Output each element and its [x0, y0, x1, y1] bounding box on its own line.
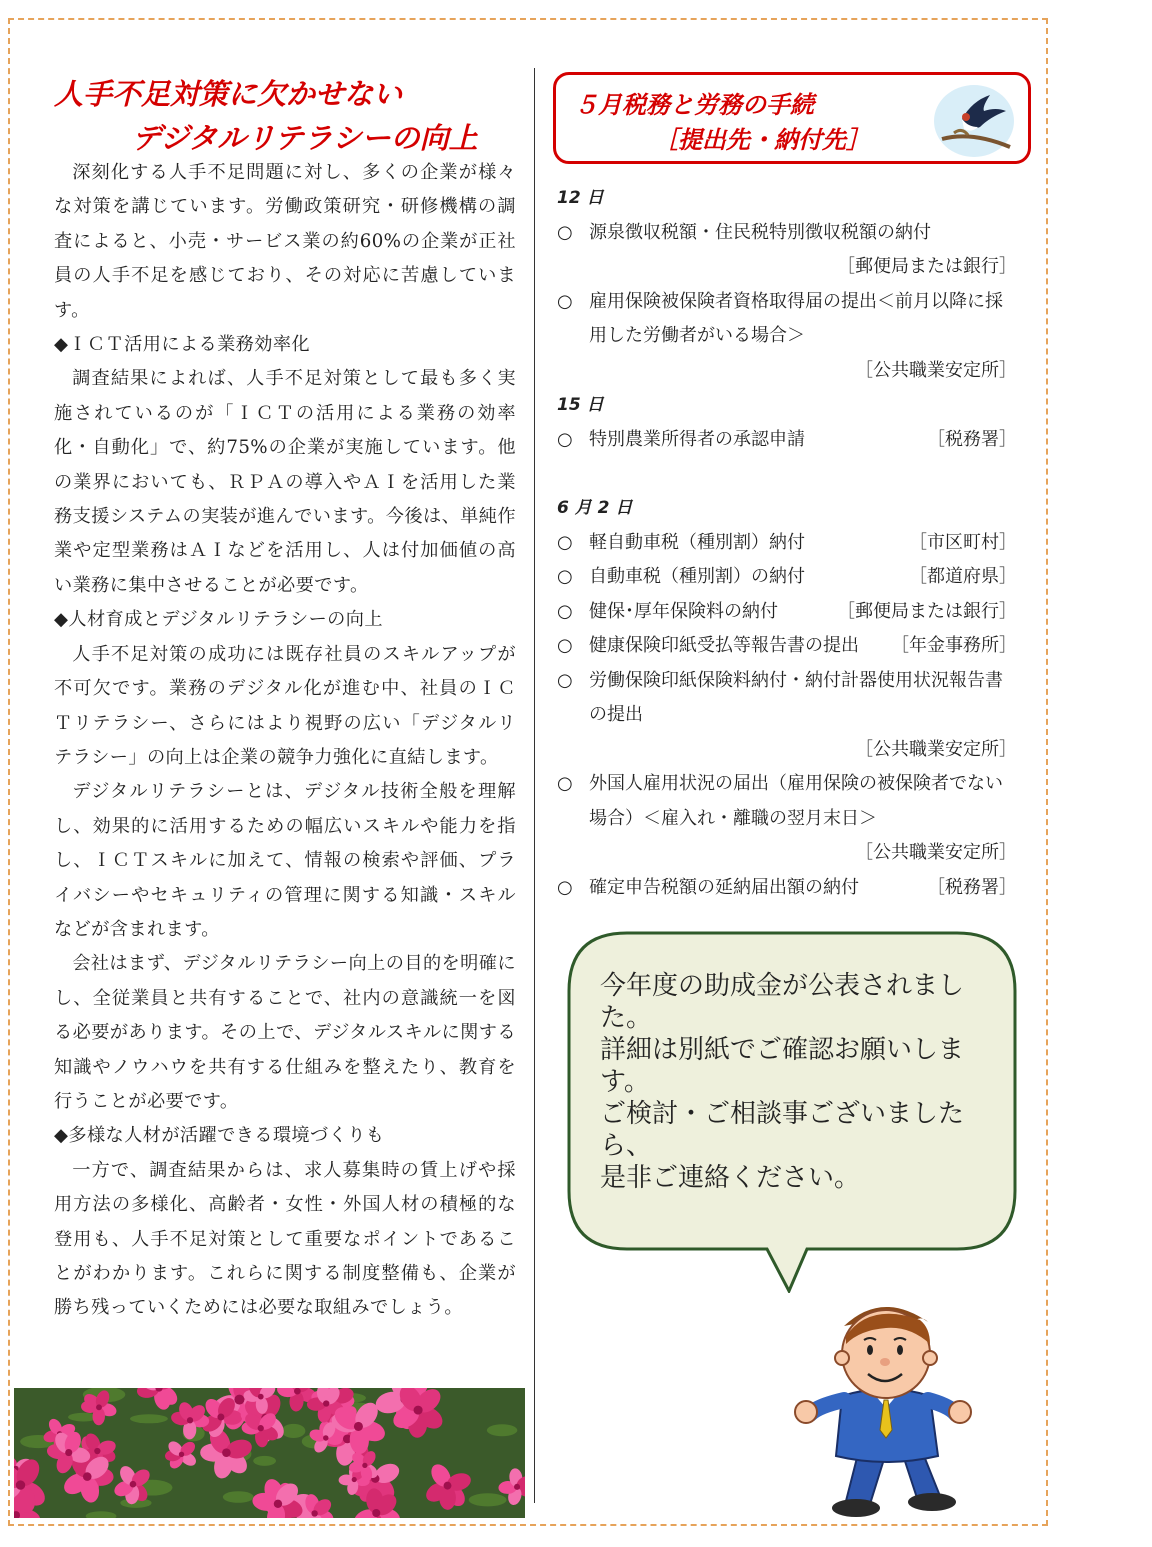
article-paragraph: 深刻化する人手不足問題に対し、多くの企業が様々な対策を講じています。労働政策研究・研修機構の調査によると、小売・サービス業の約60%の企業が正社員の人手不足を感じており、その対応に苦慮しています。 — [54, 162, 516, 321]
article-heading: ◆ＩＣＴ活用による業務効率化 — [54, 334, 311, 356]
azalea-photo — [14, 1388, 525, 1518]
schedule-item-text: 労働保険印紙保険料納付・納付計器使用状況報告書の提出 — [589, 669, 1003, 725]
circle-bullet-icon: ○ — [557, 773, 573, 794]
article-paragraph: 調査結果によれば、人手不足対策として最も多く実施されているのが「ＩＣＴの活用による業務の効率化・自動化」で、約75%の企業が実施しています。他の業界においても、ＲＰＡの導入やＡＩを活用した業務支援システムの実装が進んでいます。今後は、単純作業や定型業務はＡＩなどを活用し、人は付加価値の高い業務に集中させることが必要です。 — [54, 368, 516, 596]
schedule-item — [557, 664, 1017, 768]
schedule-item — [557, 871, 1017, 906]
circle-bullet-icon: ○ — [557, 635, 573, 656]
bubble-line: ご検討・ご相談事ございましたら、 — [600, 1099, 965, 1161]
article-title-line1: 人手不足対策に欠かせない — [54, 77, 403, 111]
circle-bullet-icon: ○ — [557, 600, 573, 622]
article-title-line2: デジタルリテラシーの向上 — [132, 121, 478, 155]
article-paragraph: 一方で、調査結果からは、求人募集時の賃上げや採用方法の多様化、高齢者・女性・外国人材の積極的な登用も、人手不足対策として重要なポイントであることがわかります。これらに関する制度整備も、企業が勝ち残っていくためには必要な取組みでしょう。 — [54, 1159, 516, 1319]
schedule-day-label: 6 月 2 日 — [557, 498, 633, 518]
schedule-item — [557, 423, 1017, 458]
schedule-subtitle: ［提出先・納付先］ — [654, 126, 870, 154]
schedule-item — [557, 560, 1017, 595]
schedule-header-box — [553, 72, 1031, 164]
circle-bullet-icon: ○ — [557, 669, 573, 691]
bubble-line: 詳細は別紙でご確認お願いします。 — [600, 1035, 965, 1097]
schedule-item-text: 外国人雇用状況の届出（雇用保険の被保険者でない場合）＜雇入れ・離職の翌月末日＞ — [589, 773, 1003, 829]
schedule-item-destination: ［市区町村］ — [909, 531, 1017, 553]
schedule-item — [557, 216, 1017, 285]
schedule-item-text: 健保･厚年保険料の納付 — [589, 600, 778, 622]
schedule-day-label: 15 日 — [557, 395, 604, 415]
article-paragraph: デジタルリテラシーとは、デジタル技術全般を理解し、効果的に活用するための幅広いスキルや能力を指し、ＩＣＴスキルに加えて、情報の検索や評価、プライバシーやセキュリティの管理に関する知識・スキルなどが含まれます。 — [54, 781, 516, 940]
speech-bubble-text — [600, 970, 998, 1194]
schedule-item-text: 軽自動車税（種別割）納付 — [589, 531, 805, 553]
schedule-title: ５月税務と労務の手続 — [574, 91, 814, 119]
schedule-item-destination: ［都道府県］ — [909, 566, 1017, 587]
article-paragraph: 人手不足対策の成功には既存社員のスキルアップが不可欠です。業務のデジタル化が進む中、社員のＩＣＴリテラシー、さらにはより視野の広い「デジタルリテラシー」の向上は企業の競争力強化に直結します。 — [54, 643, 516, 768]
schedule-item-text: 健康保険印紙受払等報告書の提出 — [589, 635, 859, 656]
schedule-item-destination: ［公共職業安定所］ — [855, 359, 1017, 381]
schedule-list — [557, 181, 1017, 905]
schedule-day-label: 12 日 — [557, 188, 604, 208]
column-divider — [534, 68, 535, 1503]
bubble-line: 是非ご連絡ください。 — [600, 1163, 861, 1193]
schedule-item-destination: ［税務署］ — [927, 876, 1017, 898]
circle-bullet-icon: ○ — [557, 290, 573, 312]
circle-bullet-icon: ○ — [557, 531, 573, 553]
schedule-item-destination: ［公共職業安定所］ — [855, 842, 1017, 863]
schedule-item-destination: ［公共職業安定所］ — [855, 738, 1017, 760]
schedule-item — [557, 629, 1017, 664]
schedule-item — [557, 595, 1017, 630]
schedule-item-text: 特別農業所得者の承認申請 — [589, 428, 805, 450]
schedule-item — [557, 767, 1017, 871]
schedule-item-destination: ［郵便局または銀行］ — [837, 256, 1017, 277]
schedule-item-destination: ［郵便局または銀行］ — [837, 600, 1017, 622]
schedule-item-text: 自動車税（種別割）の納付 — [589, 566, 805, 587]
businessman-mascot-icon — [790, 1296, 980, 1526]
article-heading: ◆多様な人材が活躍できる環境づくりも — [54, 1125, 385, 1147]
article-body — [54, 156, 516, 1326]
circle-bullet-icon: ○ — [557, 221, 573, 243]
bubble-line: 今年度の助成金が公表されました。 — [600, 971, 965, 1033]
schedule-item — [557, 285, 1017, 389]
circle-bullet-icon: ○ — [557, 566, 573, 587]
schedule-item-text: 確定申告税額の延納届出額の納付 — [589, 876, 859, 898]
article-heading: ◆人材育成とデジタルリテラシーの向上 — [54, 609, 383, 631]
swallow-icon — [932, 81, 1016, 159]
schedule-item — [557, 526, 1017, 561]
circle-bullet-icon: ○ — [557, 876, 573, 898]
schedule-item-text: 源泉徴収税額・住民税特別徴収税額の納付 — [589, 221, 931, 243]
article-paragraph: 会社はまず、デジタルリテラシー向上の目的を明確にし、全従業員と共有することで、社内の意識統一を図る必要があります。その上で、デジタルスキルに関する知識やノウハウを共有する仕組みを整えたり、教育を行うことが必要です。 — [54, 953, 516, 1112]
schedule-item-destination: ［年金事務所］ — [891, 635, 1017, 656]
schedule-item-text: 雇用保険被保険者資格取得届の提出＜前月以降に採用した労働者がいる場合＞ — [589, 290, 1003, 346]
circle-bullet-icon: ○ — [557, 428, 573, 450]
schedule-item-destination: ［税務署］ — [927, 428, 1017, 450]
